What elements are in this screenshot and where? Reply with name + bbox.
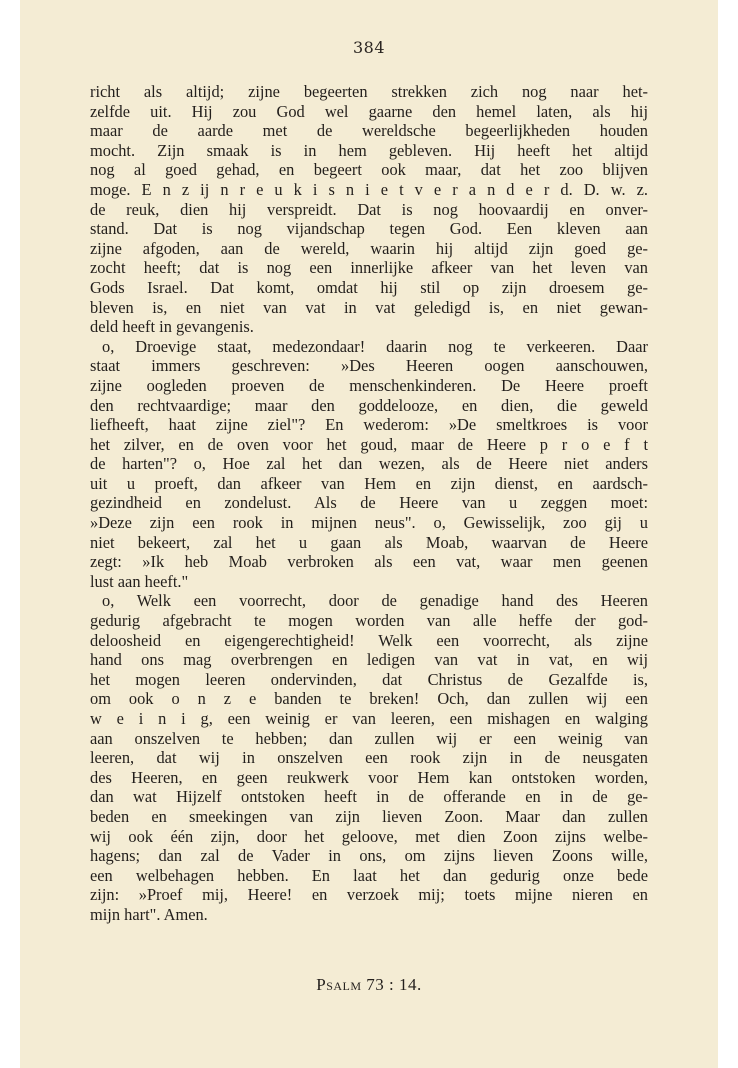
text-line: zegt: »Ik heb Moab verbroken als een vat, waar men geenen [90, 552, 648, 572]
text-line: de reuk, dien hij verspreidt. Dat is nog hoovaardij en onver- [90, 199, 648, 219]
text-line: liefheeft, haat zijne ziel"? En wederom: »De smeltkroes is voor [90, 415, 648, 435]
text-line: nog al goed gehad, en begeert ook maar, dat het zoo blijven [90, 160, 648, 180]
text-line: maar de aarde met de wereldsche begeerlijkheden houden [90, 121, 648, 141]
text-line: een welbehagen hebben. En laat het dan gedurig onze bede [90, 865, 648, 885]
text-line: moge. E n z ij n r e u k i s n i e t v e r a n d e r d. D. w. z. [90, 179, 648, 199]
text-line: leeren, dat wij in onszelven een rook zijn in de neusgaten [90, 748, 648, 768]
text-line: hand ons mag overbrengen en ledigen van vat in vat, en wij [90, 650, 648, 670]
text-line: lust aan heeft." [90, 571, 189, 591]
book-page [20, 0, 718, 1068]
body-text [90, 82, 648, 925]
page-number: 384 [352, 38, 386, 57]
text-line: stand. Dat is nog vijandschap tegen God. Een kleven aan [90, 219, 648, 239]
text-line: zelfde uit. Hij zou God wel gaarne den hemel laten, als hij [90, 101, 648, 121]
text-line: richt als altijd; zijne begeerten strekken zich nog naar het- [90, 82, 648, 101]
text-line: staat immers geschreven: »Des Heeren oogen aanschouwen, [90, 356, 648, 376]
text-line: Gods Israel. Dat komt, omdat hij stil op zijn droesem ge- [90, 277, 648, 297]
text-line: o, Welk een voorrecht, door de genadige hand des Heeren [102, 591, 648, 611]
text-line: deld heeft in gevangenis. [90, 317, 254, 337]
text-line: beden en smeekingen van zijn lieven Zoon. Maar dan zullen [90, 806, 648, 826]
text-line: w e i n i g, een weinig er van leeren, een mishagen en walging [90, 709, 648, 728]
text-line: dan wat Hijzelf ontstoken heeft in de offerande en in de ge- [90, 787, 648, 807]
text-line: wij ook één zijn, door het geloove, met dien Zoon zijns welbe- [90, 826, 648, 846]
text-line: de harten"? o, Hoe zal het dan wezen, als de Heere niet anders [90, 454, 648, 474]
text-line: gezindheid en zondelust. Als de Heere van u zeggen moet: [90, 493, 648, 513]
text-line: mijn hart". Amen. [90, 904, 208, 924]
text-line: het zilver, en de oven voor het goud, maar de Heere p r o e f t [90, 434, 648, 454]
text-line: bleven is, en niet van vat in vat geledigd is, en niet gewan- [90, 297, 648, 317]
text-line: »Deze zijn een rook in mijnen neus". o, Gewisselijk, zoo gij u [90, 513, 648, 533]
text-line: hagens; dan zal de Vader in ons, om zijns lieven Zoons wille, [90, 846, 648, 866]
text-line: niet bekeert, zal het u gaan als Moab, waarvan de Heere [90, 532, 648, 552]
text-line: zijne afgoden, aan de wereld, waarin hij altijd zijn goed ge- [90, 238, 648, 258]
psalm-heading: Psalm 73 : 14. [316, 975, 422, 994]
text-line: den rechtvaardige; maar den goddelooze, en dien, die geweld [90, 395, 648, 415]
text-line: om ook o n z e banden te breken! Och, dan zullen wij een [90, 689, 648, 709]
text-line: des Heeren, en geen reukwerk voor Hem kan ontstoken worden, [90, 767, 648, 787]
text-line: deloosheid en eigengerechtigheid! Welk een voorrecht, als zijne [90, 630, 648, 650]
text-line: het mogen leeren ondervinden, dat Christus de Gezalfde is, [90, 669, 648, 689]
text-line: o, Droevige staat, medezondaar! daarin nog te verkeeren. Daar [102, 336, 648, 356]
text-line: zocht heeft; dat is nog een innerlijke afkeer van het leven van [90, 258, 648, 278]
text-line: zijn: »Proef mij, Heere! en verzoek mij; toets mijne nieren en [90, 885, 648, 905]
text-line: mocht. Zijn smaak is in hem gebleven. Hij heeft het altijd [90, 140, 648, 160]
text-line: gedurig afgebracht te mogen worden van alle heffe der god- [90, 611, 648, 631]
text-line: zijne oogleden proeven de menschenkinderen. De Heere proeft [90, 375, 648, 395]
text-line: uit u proeft, dan afkeer van Hem en zijn dienst, en aardsch- [90, 473, 648, 493]
text-line: aan onszelven te hebben; dan zullen wij er een weinig van [90, 728, 648, 748]
